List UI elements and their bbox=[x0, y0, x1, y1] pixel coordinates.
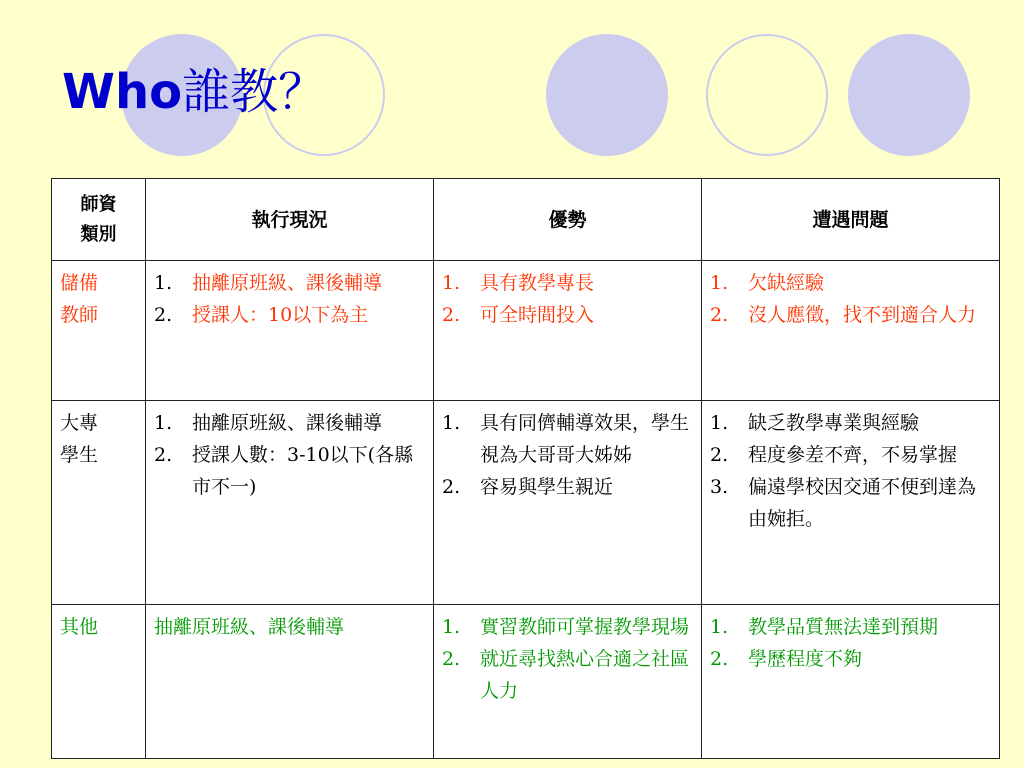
row-status bbox=[146, 401, 434, 605]
header-problems: 遭遇問題 bbox=[702, 179, 1000, 261]
decor-circle-5 bbox=[848, 34, 970, 156]
table-row bbox=[52, 401, 1000, 605]
header-category-line2: 類別 bbox=[80, 223, 117, 245]
row-advantages bbox=[434, 401, 702, 605]
list-item: 2. 可全時間投入 bbox=[442, 304, 595, 326]
row-problems bbox=[702, 605, 1000, 759]
header-category bbox=[52, 179, 146, 261]
table-header-row bbox=[52, 179, 1000, 261]
row-problems bbox=[702, 261, 1000, 401]
row-advantages bbox=[434, 605, 702, 759]
list-item: 2. 容易與學生親近 bbox=[442, 476, 614, 498]
list-item: 1. 具有同儕輔導效果，學生視為大哥哥大姊姊 bbox=[442, 412, 690, 466]
header-category-line1: 師資 bbox=[80, 193, 117, 215]
header-advantages: 優勢 bbox=[434, 179, 702, 261]
list-item: 1. 具有教學專長 bbox=[442, 272, 595, 294]
row-status bbox=[146, 261, 434, 401]
list-item: 2. 沒人應徵，找不到適合人力 bbox=[710, 304, 977, 326]
row-advantages bbox=[434, 261, 702, 401]
list-item: 1. 缺乏教學專業與經驗 bbox=[710, 412, 920, 434]
title-chinese: 誰教？ bbox=[182, 64, 327, 120]
list-item: 1. 抽離原班級、課後輔導 bbox=[154, 272, 383, 294]
comparison-table bbox=[51, 178, 1000, 759]
row-category bbox=[52, 401, 146, 605]
row-problems bbox=[702, 401, 1000, 605]
status-text: 抽離原班級、課後輔導 bbox=[154, 616, 345, 638]
list-item: 1. 實習教師可掌握教學現場 bbox=[442, 616, 690, 638]
list-item: 3. 偏遠學校因交通不便到達為由婉拒。 bbox=[710, 476, 977, 530]
row-status bbox=[146, 605, 434, 759]
row-category: 其他 bbox=[52, 605, 146, 759]
category-line1: 大專 bbox=[60, 412, 99, 434]
slide-title bbox=[62, 62, 326, 122]
list-item: 2. 授課人：10以下為主 bbox=[154, 304, 369, 326]
table-row bbox=[52, 261, 1000, 401]
list-item: 2. 程度參差不齊，不易掌握 bbox=[710, 444, 958, 466]
category-line2: 教師 bbox=[60, 304, 99, 326]
list-item: 2. 授課人數：3-10以下(各縣市不一) bbox=[154, 444, 414, 498]
decor-circle-3 bbox=[546, 34, 668, 156]
list-item: 1. 教學品質無法達到預期 bbox=[710, 616, 939, 638]
category-line1: 儲備 bbox=[60, 272, 99, 294]
list-item: 1. 抽離原班級、課後輔導 bbox=[154, 412, 383, 434]
list-item: 2. 就近尋找熱心合適之社區人力 bbox=[442, 648, 690, 702]
row-category bbox=[52, 261, 146, 401]
header-status: 執行現況 bbox=[146, 179, 434, 261]
decor-circle-4 bbox=[706, 34, 828, 156]
list-item: 2. 學歷程度不夠 bbox=[710, 648, 863, 670]
list-item: 1. 欠缺經驗 bbox=[710, 272, 825, 294]
table-row bbox=[52, 605, 1000, 759]
title-latin: Who bbox=[62, 64, 183, 120]
category-line2: 學生 bbox=[60, 444, 99, 466]
